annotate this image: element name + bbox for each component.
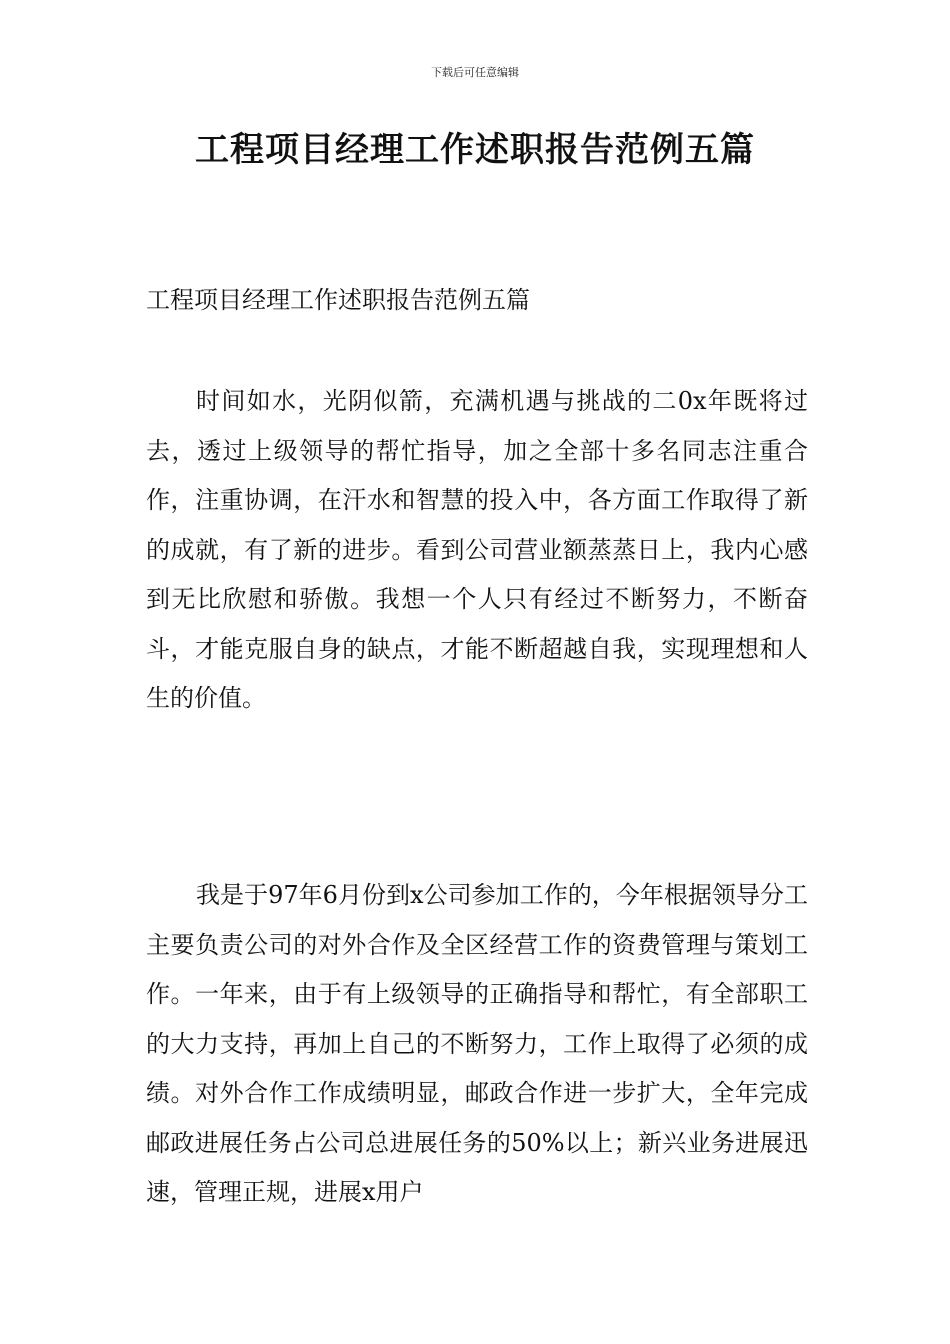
document-title: 工程项目经理工作述职报告范例五篇 [195,130,755,170]
header-note: 下载后可任意编辑 [431,66,519,79]
paragraph-1: 时间如水，光阴似箭，充满机遇与挑战的二0x年既将过去，透过上级领导的帮忙指导，加之全部十多名同志注重合作，注重协调，在汗水和智慧的投入中，各方面工作取得了新的成就，有了新的进步。看到公司营业额蒸蒸日上，我内心感到无比欣慰和骄傲。我想一个人只有经过不断努力，不断奋斗，才能克服自身的缺点，才能不断超越自我，实现理想和人生的价值。 [146,387,808,712]
document-subtitle: 工程项目经理工作述职报告范例五篇 [146,286,530,314]
paragraph-2: 我是于97年6月份到x公司参加工作的，今年根据领导分工主要负责公司的对外合作及全区经营工作的资费管理与策划工作。一年来，由于有上级领导的正确指导和帮忙，有全部职工的大力支持，再加上自己的不断努力，工作上取得了必须的成绩。对外合作工作成绩明显，邮政合作进一步扩大，全年完成邮政进展任务占公司总进展任务的50%以上；新兴业务进展迅速，管理正规，进展x用户 [146,881,808,1206]
